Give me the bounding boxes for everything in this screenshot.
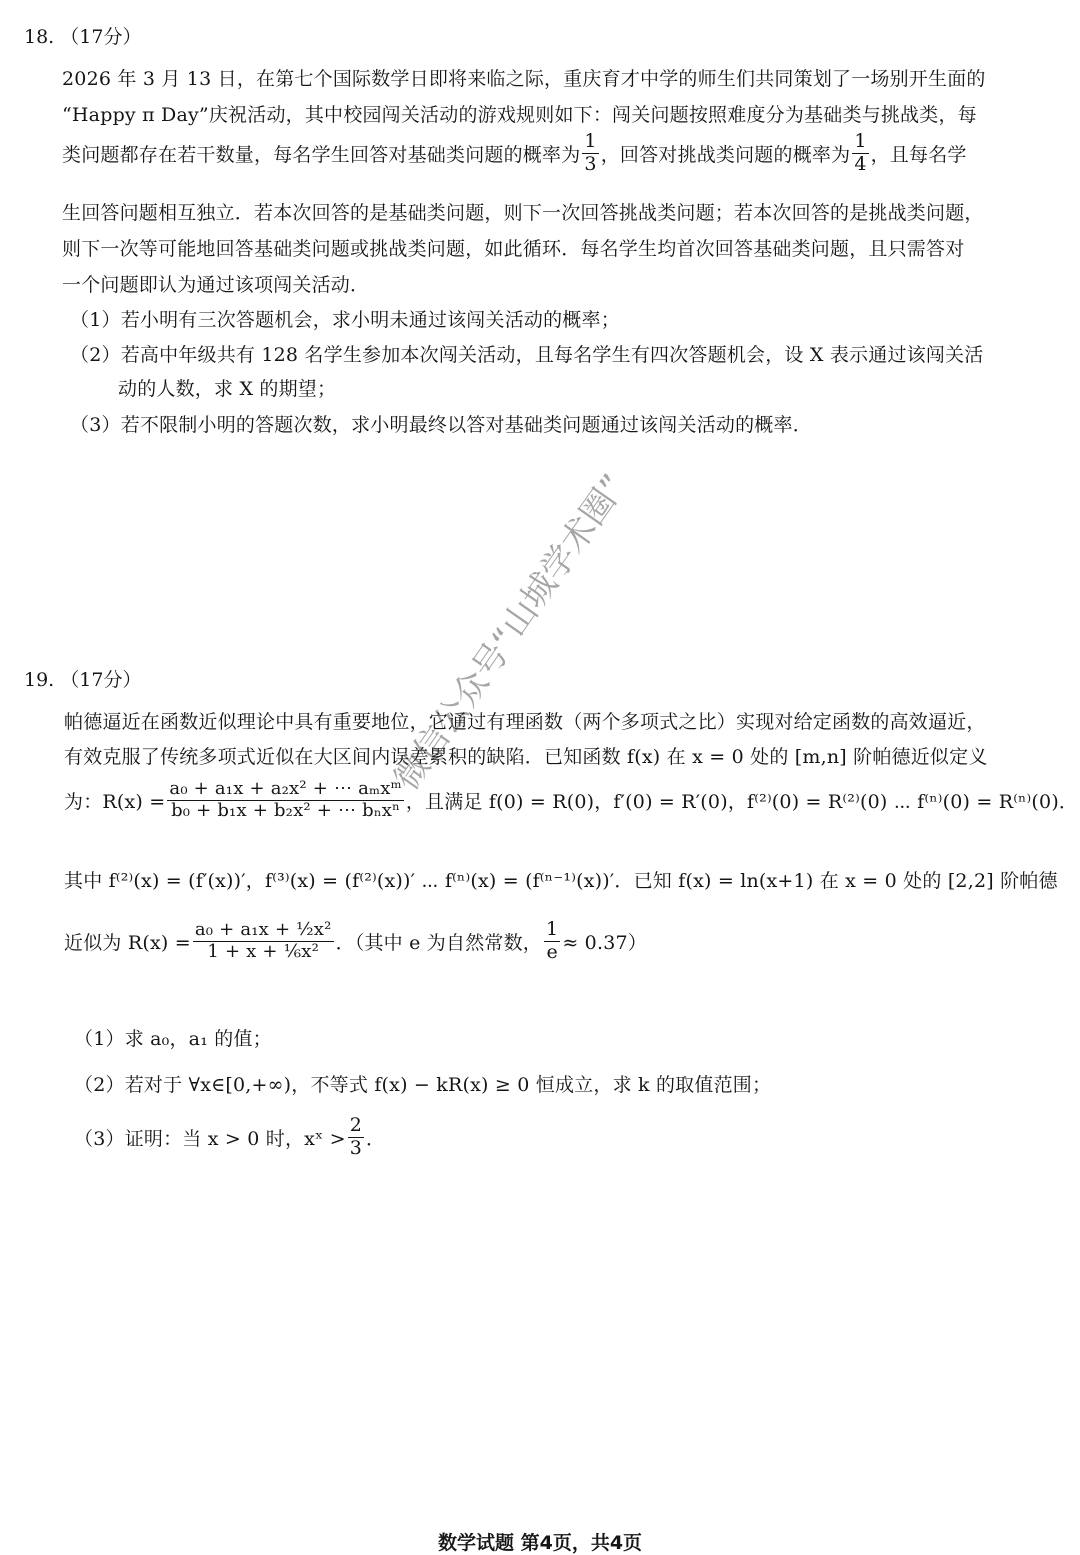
pade-ln-fraction [193,921,334,962]
prob-basic-fraction [582,132,598,175]
q18-line-6: 一个问题即认为通过该项闯关活动． [62,274,370,296]
fraction-denominator: b₀ + b₁x + b₂x² + ⋯ bₙxⁿ [171,799,401,821]
fraction-numerator: 1 [854,130,867,152]
q19-line-3a: 为：R(x) = [64,790,166,813]
prob-challenge-fraction [852,132,868,175]
q19-line-5a: 近似为 R(x) = [64,931,191,954]
q19-sub2: （2）若对于 ∀x∈[0,+∞)，不等式 f(x) − kR(x) ≥ 0 恒成立，求 k 的取值范围； [74,1074,772,1096]
fraction-denominator: e [546,940,558,963]
page-footer: 数学试题 第4页，共4页 [438,1532,643,1554]
q19-sub3b: ． [366,1127,386,1150]
q18-number: 18. [24,26,55,48]
q18-line-3c: ，且每名学 [870,143,967,166]
q18-line-2: “Happy π Day”庆祝活动，其中校园闯关活动的游戏规则如下：闯关问题按照难度分为基础类与挑战类，每 [62,104,977,126]
q18-sub3: （3）若不限制小明的答题次数，求小明最终以答对基础类问题通过该闯关活动的概率． [70,414,812,436]
q18-line-4: 生回答问题相互独立．若本次回答的是基础类问题，则下一次回答挑战类问题；若本次回答的是挑战类问题， [62,202,984,224]
e-reciprocal-fraction [544,920,560,963]
q19-line-5b: ．（其中 e 为自然常数， [335,931,543,954]
fraction-numerator: 1 [584,130,597,152]
fraction-numerator: 2 [349,1114,362,1136]
q18-number-line [24,22,141,49]
fraction-numerator: a₀ + a₁x + a₂x² + ⋯ aₘxᵐ [169,778,402,799]
q18-sub2a: （2）若高中年级共有 128 名学生参加本次闯关活动，且每名学生有四次答题机会，设 X 表示通过该闯关活 [70,344,984,366]
q18-sub2b: 动的人数，求 X 的期望； [118,378,337,400]
fraction-denominator: 4 [854,152,867,175]
q19-score: （17分） [60,669,142,691]
q18-line-1: 2026 年 3 月 13 日，在第七个国际数学日即将来临之际，重庆育才中学的师生们共同策划了一场别开生面的 [62,68,986,90]
q19-sub1: （1）求 a₀，a₁ 的值； [74,1028,272,1050]
fraction-numerator: 1 [546,918,559,940]
fraction-numerator: a₀ + a₁x + ½x² [194,919,332,941]
fraction-denominator: 1 + x + ⅙x² [207,940,320,962]
fraction-denominator: 3 [584,152,597,175]
q18-line-5: 则下一次等可能地回答基础类问题或挑战类问题，如此循环．每名学生均首次回答基础类问题，且只需答对 [62,238,965,260]
q19-number: 19. [24,669,55,691]
two-thirds-fraction [348,1116,364,1159]
q19-line-4: 其中 f⁽²⁾(x) = (f′(x))′，f⁽³⁾(x) = (f⁽²⁾(x))′ ⋯ f⁽ⁿ⁾(x) = (f⁽ⁿ⁻¹⁾(x))′．已知 f(x) = ln(x+1) 在 x = 0 处的 [2,2] 阶帕德 [64,870,1058,892]
q19-sub3a: （3）证明：当 x > 0 时，xˣ > [74,1127,346,1150]
q19-line-2: 有效克服了传统多项式近似在大区间内误差累积的缺陷．已知函数 f(x) 在 x = 0 处的 [m,n] 阶帕德近似定义 [64,746,988,768]
q19-line-3b: ，且满足 f(0) = R(0)，f′(0) = R′(0)，f⁽²⁾(0) = R⁽²⁾(0) ⋯ f⁽ⁿ⁾(0) = R⁽ⁿ⁾(0)． [405,790,1079,813]
q19-number-line [24,665,141,692]
q19-line-5c: ≈ 0.37） [562,931,647,954]
q19-line-5 [64,920,647,963]
q19-line-3 [64,780,1078,821]
q18-line-3b: ，回答对挑战类问题的概率为 [600,143,851,166]
q18-score: （17分） [60,26,142,48]
watermark: 微信公众号“山城学术圈” [386,467,635,798]
fraction-denominator: 3 [349,1136,362,1159]
q18-line-3a: 类问题都存在若干数量，每名学生回答对基础类问题的概率为 [62,143,581,166]
q18-line-3 [62,132,967,175]
q19-sub3 [74,1116,385,1159]
q18-sub1: （1）若小明有三次答题机会，求小明未通过该闯关活动的概率； [70,309,620,331]
q19-line-1: 帕德逼近在函数近似理论中具有重要地位，它通过有理函数（两个多项式之比）实现对给定函数的高效逼近， [64,711,986,733]
pade-general-fraction [167,780,403,821]
